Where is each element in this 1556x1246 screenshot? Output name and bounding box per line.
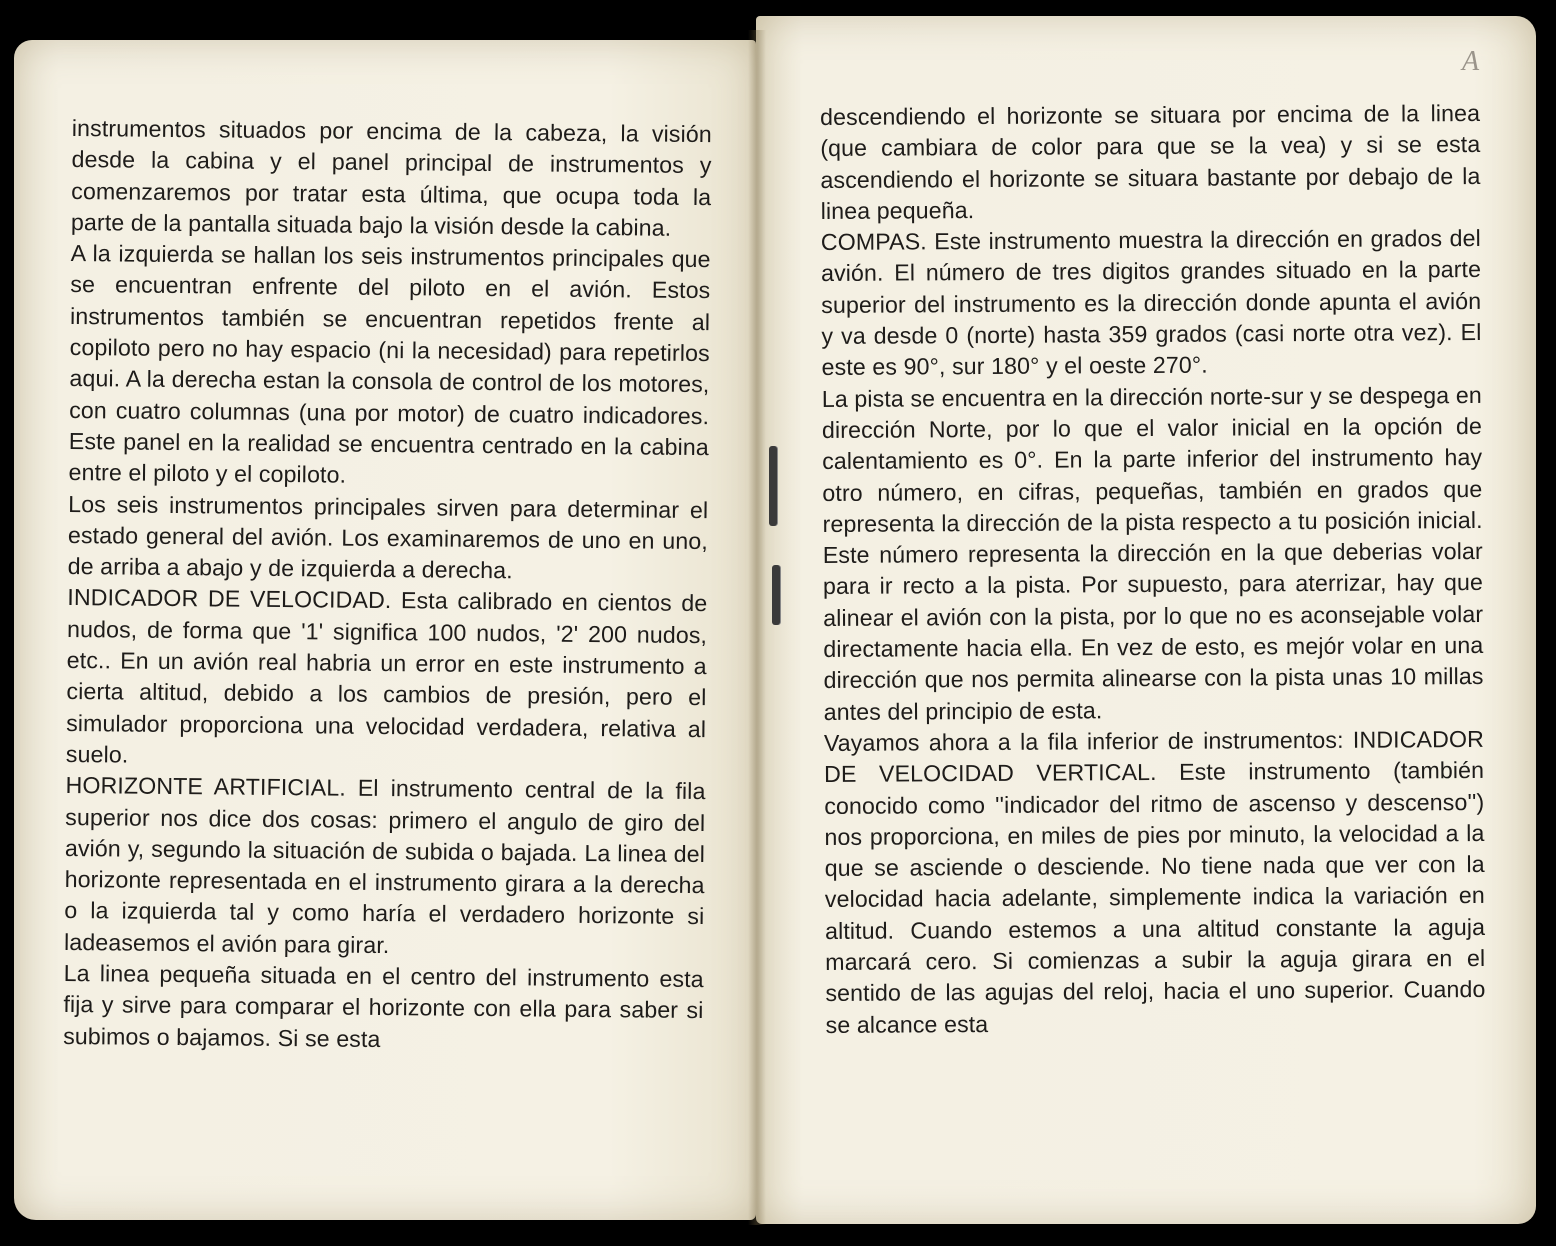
paragraph: La pista se encuentra en la dirección norte-sur y se despega en dirección Norte, por lo que el valor inicial en la opción de calentamiento es 0°. En la parte inferior del instrumento hay otro número, en cifras, pequeñas, también en grados que representa la dirección de la pista respecto a tu posición inicial. Este número representa la dirección en la que deberias volar para ir recto a la pista. Por supuesto, para aterrizar, hay que alinear el avión con la pista, por lo que no es aconsejable volar directamente hacia ella. En vez de esto, es mejór volar en una dirección que nos permita alinearse con la pista unas 10 millas antes del principio de esta. xyxy=(821,381,1484,725)
paragraph: descendiendo el horizonte se situara por encima de la linea (que cambiara de color para que se la vea) y si se esta ascendiendo el horizonte se situara bastante por debajo de la linea pequeña. xyxy=(820,99,1481,224)
paragraph: La linea pequeña situada en el centro del instrumento esta fija y sirve para comparar el horizonte con ella para saber si subimos o bajamos. Si se esta xyxy=(63,959,704,1052)
paragraph: A la izquierda se hallan los seis instrumentos principales que se encuentran enfrente del piloto en el avión. Estos instrumentos también se encuentran repetidos frente al copiloto pero no hay espacio (ni la necesidad) para repetirlos aqui. A la derecha estan la consola de control de los motores, con cuatro columnas (una por motor) de cuatro indicadores. Este panel en la realidad se encuentra centrado en la cabina entre el piloto y el copiloto. xyxy=(68,240,711,488)
paragraph: HORIZONTE ARTIFICIAL. El instrumento central de la fila superior nos dice dos cosas: primero el angulo de giro del avión y, segundo la situación de subida o bajada. La linea del horizonte representada en el instrumento girara a la derecha o la izquierda tal y como haría el verdadero horizonte si ladeasemos el avión para girar. xyxy=(63,772,706,958)
right-page-text xyxy=(820,98,1486,1041)
page-mark: A xyxy=(1462,46,1480,77)
paragraph: Los seis instrumentos principales sirven para determinar el estado general del avión. Los examinaremos de uno en uno, de arriba a abajo y de izquierda a derecha. xyxy=(67,490,709,584)
paragraph: instrumentos situados por encima de la cabeza, la visión desde la cabina y el panel principal de instrumentos y comenzaremos por tratar esta última, que ocupa toda la parte de la pantalla situada bajo la visión desde la cabina. xyxy=(70,114,712,241)
booklet-spine xyxy=(748,30,766,1225)
paragraph: Vayamos ahora a la fila inferior de instrumentos: INDICADOR DE VELOCIDAD VERTICAL. Este instrumento (también conocido como ''indicador del ritmo de ascenso y descenso'') nos proporciona, en miles de pies por minuto, la velocidad a la que se asciende o desciende. No tiene nada que ver con la velocidad hacia adelante, simplemente indica la variación en altitud. Cuando estemos a una altitud constante la aguja marcará cero. Si comienzas a subir la aguja girara en el sentido de las agujas del reloj, hacia el uno superior. Cuando se alcance esta xyxy=(823,725,1486,1038)
staple-top xyxy=(769,446,777,526)
staple-bottom xyxy=(772,565,780,625)
paragraph: INDICADOR DE VELOCIDAD. Esta calibrado en cientos de nudos, de forma que '1' significa 100 nudos, '2' 200 nudos, etc.. En un avión real habria un error en este instrumento a cierta altitud, debido a los cambios de presión, pero el simulador proporciona una velocidad verdadera, relativa al suelo. xyxy=(65,584,708,768)
paragraph: COMPAS. Este instrumento muestra la dirección en grados del avión. El número de tres digitos grandes situado en la parte superior del instrumento es la dirección donde apunta el avión y va desde 0 (norte) hasta 359 grados (casi norte otra vez). El este es 90°, sur 180° y el oeste 270°. xyxy=(820,225,1482,381)
left-page-text xyxy=(63,113,712,1058)
